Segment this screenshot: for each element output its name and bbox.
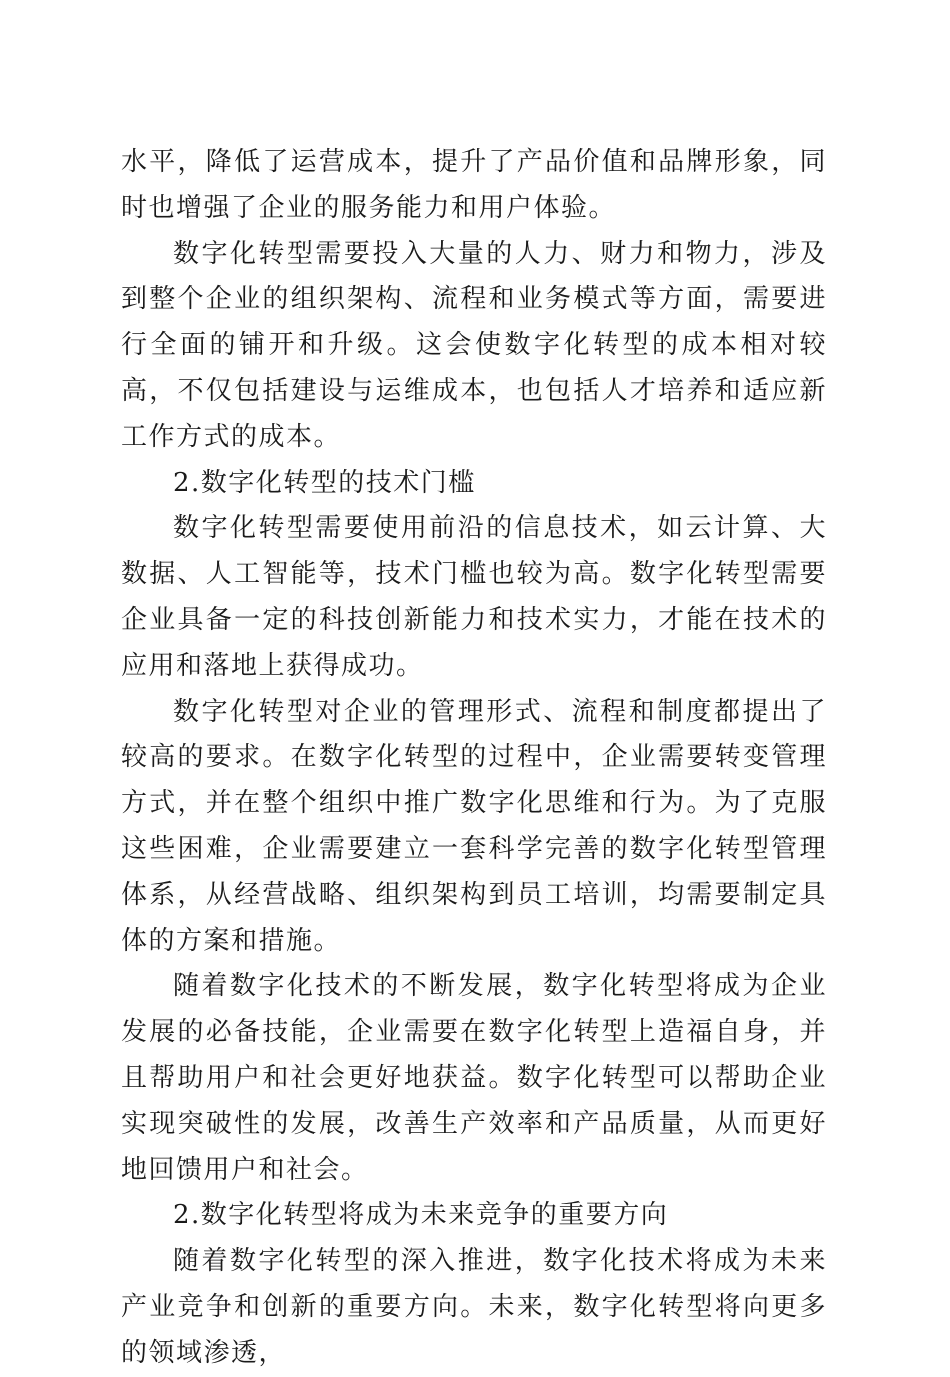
- paragraph-development: 随着数字化技术的不断发展，数字化转型将成为企业发展的必备技能，企业需要在数字化转型上造福自身，并且帮助用户和社会更好地获益。数字化转型可以帮助企业实现突破性的发展，改善生产效率和产品质量，从而更好地回馈用户和社会。: [121, 971, 827, 1185]
- paragraph-cost: 数字化转型需要投入大量的人力、财力和物力，涉及到整个企业的组织架构、流程和业务模式等方面，需要进行全面的铺开和升级。这会使数字化转型的成本相对较高，不仅包括建设与运维成本，也包括人才培养和适应新工作方式的成本。: [121, 238, 827, 452]
- paragraph-future: 随着数字化转型的深入推进，数字化技术将成为未来产业竞争和创新的重要方向。未来，数字化转型将向更多的领域渗透，: [121, 1246, 827, 1368]
- section-heading-tech-threshold: 2.数字化转型的技术门槛: [173, 467, 476, 498]
- document-body: [121, 140, 827, 1377]
- paragraph-management: 数字化转型对企业的管理形式、流程和制度都提出了较高的要求。在数字化转型的过程中，企业需要转变管理方式，并在整个组织中推广数字化思维和行为。为了克服这些困难，企业需要建立一套科学完善的数字化转型管理体系，从经营战略、组织架构到员工培训，均需要制定具体的方案和措施。: [121, 696, 827, 956]
- paragraph-tech: 数字化转型需要使用前沿的信息技术，如云计算、大数据、人工智能等，技术门槛也较为高。数字化转型需要企业具备一定的科技创新能力和技术实力，才能在技术的应用和落地上获得成功。: [121, 513, 827, 681]
- paragraph-continuation: 水平，降低了运营成本，提升了产品价值和品牌形象，同时也增强了企业的服务能力和用户体验。: [121, 147, 827, 223]
- section-heading-future-competition: 2.数字化转型将成为未来竞争的重要方向: [173, 1200, 669, 1231]
